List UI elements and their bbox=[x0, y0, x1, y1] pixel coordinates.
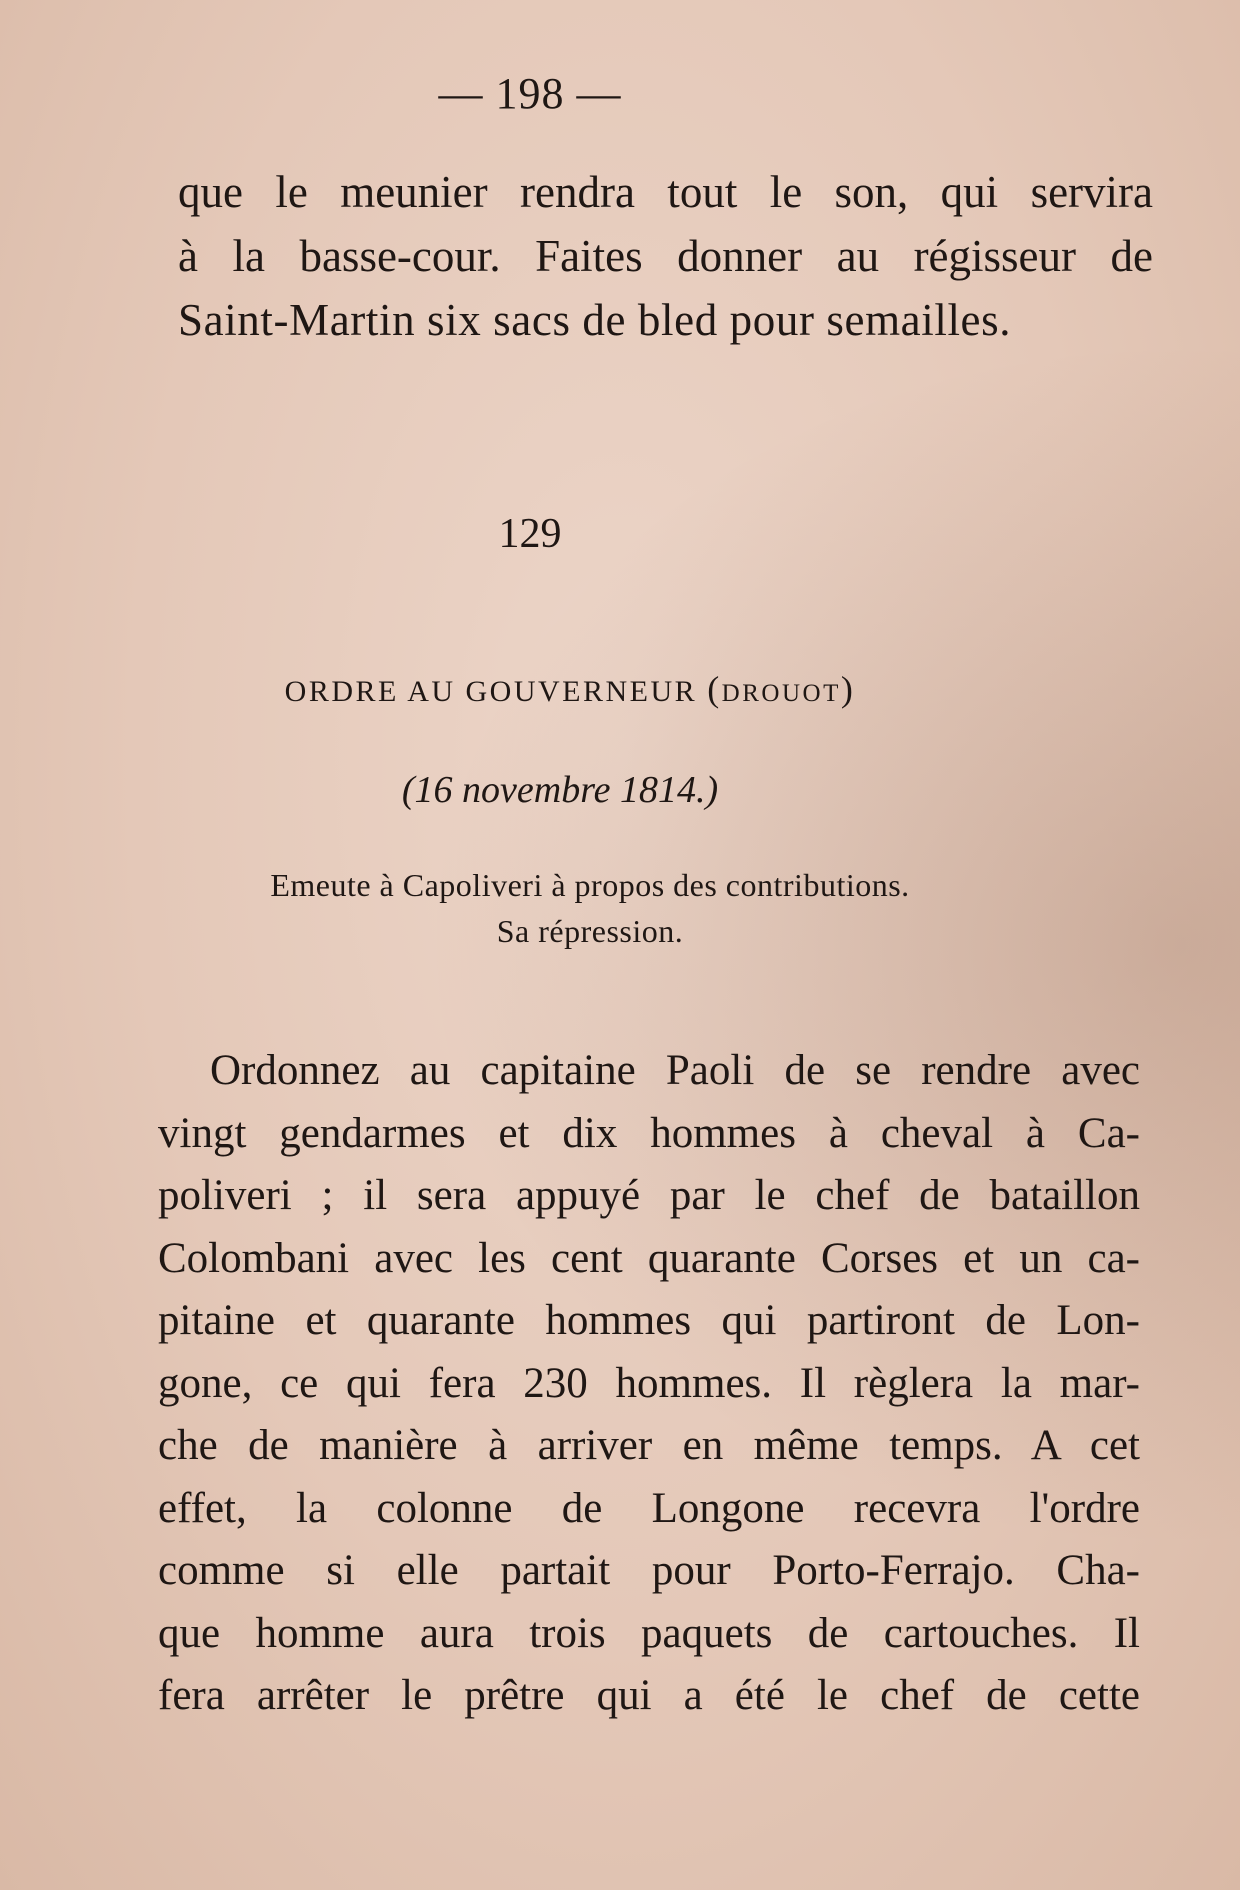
body-line: pitaine et quarante hommes qui partiront de Lon- bbox=[158, 1297, 1140, 1344]
body-line: Ordonnez au capitaine Paoli de se rendre avec bbox=[210, 1047, 1140, 1094]
body-line: che de manière à arriver en même temps. A cet bbox=[158, 1422, 1140, 1469]
body-line: poliveri ; il sera appuyé par le chef de bataillon bbox=[158, 1172, 1140, 1219]
text-line: que le meunier rendra tout le son, qui servira bbox=[178, 167, 1153, 217]
document-body bbox=[158, 1040, 1140, 1728]
body-line: que homme aura trois paquets de cartouches. Il bbox=[158, 1609, 1140, 1657]
body-line: fera arrêter le prêtre qui a été le chef de cette bbox=[158, 1672, 1140, 1719]
body-line: vingt gendarmes et dix hommes à cheval à Ca- bbox=[158, 1109, 1140, 1157]
document-title bbox=[0, 668, 1190, 710]
document-summary bbox=[0, 862, 1210, 954]
summary-line: Emeute à Capoliveri à propos des contributions. bbox=[270, 867, 910, 903]
text-line: Saint-Martin six sacs de bled pour semailles. bbox=[178, 295, 1012, 345]
continuation-paragraph bbox=[178, 160, 1153, 352]
body-line: Colombani avec les cent quarante Corses et un ca- bbox=[158, 1234, 1140, 1282]
body-line: effet, la colonne de Longone recevra l'ordre bbox=[158, 1484, 1140, 1532]
document-title-prefix: ORDRE AU GOUVERNEUR bbox=[284, 675, 698, 708]
page-number: — 198 — bbox=[438, 69, 622, 118]
summary-line: Sa répression. bbox=[496, 913, 684, 949]
body-line: comme si elle partait pour Porto-Ferrajo. Cha- bbox=[158, 1547, 1140, 1594]
text-line: à la basse-cour. Faites donner au régisseur de bbox=[178, 231, 1153, 281]
document-date: (16 novembre 1814.) bbox=[401, 769, 719, 811]
document-number: 129 bbox=[498, 511, 562, 557]
body-line: gone, ce qui fera 230 hommes. Il règlera la mar- bbox=[158, 1359, 1140, 1407]
document-title-name: (drouot) bbox=[707, 669, 856, 709]
